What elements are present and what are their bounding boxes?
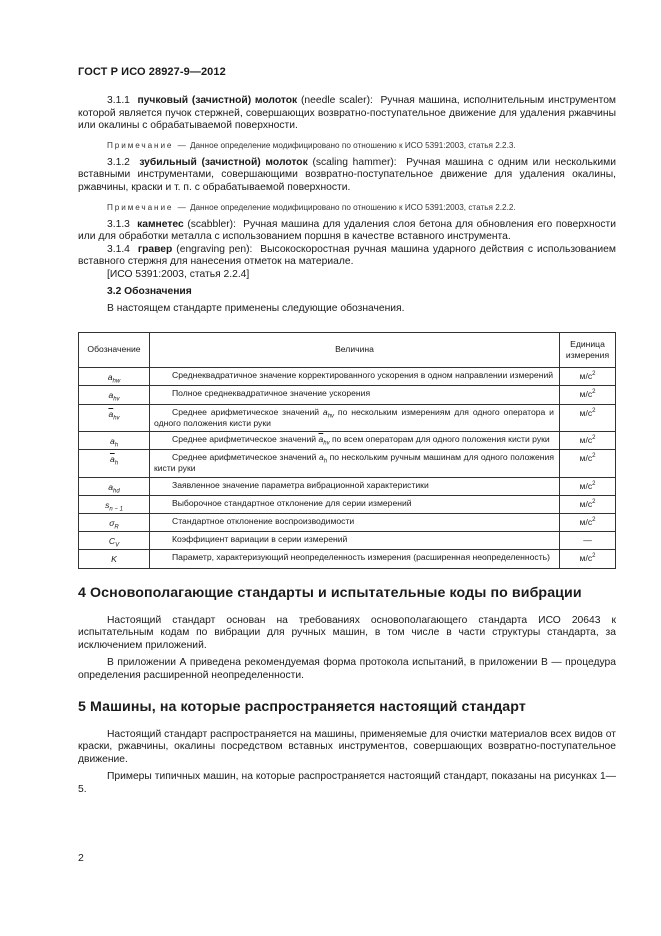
value-cell: Заявленное значение параметра вибрационной характеристики (150, 477, 560, 495)
value-cell: Стандартное отклонение воспроизводимости (150, 513, 560, 531)
symbol-cell: $a_h$ (79, 431, 150, 449)
document-body (78, 95, 616, 797)
table-row (79, 513, 616, 531)
term-3-1-4: 3.1.4 гравер (engraving pen): Высокоскоростная ручная машина ударного действия с использованием вставного стержня для нанесения отметок на материале. (78, 243, 616, 268)
value-cell: Среднее арифметическое значений $a_{hv}$ по нескольким измерениям для одного оператора и одного положения кисти руки (150, 404, 560, 431)
unit-cell: $м/с^2$ (560, 386, 616, 404)
term-reference: [ИСО 5391:2003, статья 2.2.4] (107, 268, 250, 280)
section-4-paragraph-1: Настоящий стандарт основан на требованиях основополагающего стандарта ИСО 20643 к испытательным кодам по вибрации для ручных машин, в том числе в части структуры стандарта, за исключением приложений. (78, 614, 616, 651)
table-row (79, 368, 616, 386)
value-cell: Среднее арифметическое значений $\overline{a}_{hv}$ по всем операторам для одного положения кисти руки (150, 431, 560, 449)
table-row (79, 477, 616, 495)
value-cell: Коэффициент вариации в серии измерений (150, 532, 560, 550)
value-cell: Среднеквадратичное значение корректированного ускорения в одном направлении измерений (150, 368, 560, 386)
value-cell: Среднее арифметическое значений $a_h$ по нескольким ручным машинам для одного положения кисти руки (150, 450, 560, 477)
symbol-cell: $\overline{a}_h$ (79, 450, 150, 477)
symbol-cell: $s_{n - 1}$ (79, 495, 150, 513)
symbol-cell: $a_{hw}$ (79, 368, 150, 386)
section-4-heading: 4 Основополагающие стандарты и испытательные коды по вибрации (78, 584, 582, 601)
page-number: 2 (78, 852, 84, 864)
symbol-cell: $C_V$ (79, 532, 150, 550)
unit-cell: $м/с^2$ (560, 450, 616, 477)
section-3-2-intro: В настоящем стандарте применены следующие обозначения. (107, 303, 405, 315)
symbol-cell: K (79, 550, 150, 568)
table-row (79, 431, 616, 449)
unit-cell: $м/с^2$ (560, 550, 616, 568)
term-3-1-3: 3.1.3 камнетес (scabbler): Ручная машина для удаления слоя бетона для обновления его поверхности или для обработки металла с использованием поршня в качестве вставного инструмента. (78, 218, 616, 243)
table-row (79, 495, 616, 513)
document-header: ГОСТ Р ИСО 28927-9—2012 (78, 66, 226, 78)
value-cell: Параметр, характеризующий неопределенность измерения (расширенная неопределенность) (150, 550, 560, 568)
table-row (79, 386, 616, 404)
table-row (79, 404, 616, 431)
term-3-1-1: 3.1.1 пучковый (зачистной) молоток (needle scaler): Ручная машина, исполнительным инструментом которой является пучок стержней, совершающих возвратно-поступательное движение для удаления ржавчины или окалины с обрабатываемой поверхности. (78, 95, 617, 132)
term-note: Примечание — Данное определение модифицировано по отношению к ИСО 5391:2003, статья 2.2.2. (107, 202, 516, 212)
section-5-paragraph-2: Примеры типичных машин, на которые распространяется настоящий стандарт, показаны на рисунках 1—5. (78, 771, 616, 795)
table-header-row (79, 332, 616, 367)
unit-cell: $м/с^2$ (560, 368, 616, 386)
symbol-cell: $\overline{a}_{hv}$ (79, 404, 150, 431)
unit-cell: $м/с^2$ (560, 404, 616, 431)
table-row (79, 450, 616, 477)
section-5-heading: 5 Машины, на которые распространяется настоящий стандарт (78, 698, 526, 715)
term-note: Примечание — Данное определение модифицировано по отношению к ИСО 5391:2003, статья 2.2.3. (107, 140, 516, 150)
table-row (79, 532, 616, 550)
header-symbol: Обозначение (79, 332, 150, 367)
unit-cell: $м/с^2$ (560, 513, 616, 531)
value-cell: Полное среднеквадратичное значение ускорения (150, 386, 560, 404)
symbol-cell: $a_{hd}$ (79, 477, 150, 495)
unit-cell: — (560, 532, 616, 550)
unit-cell: $м/с^2$ (560, 431, 616, 449)
header-unit: Единица измерения (560, 332, 616, 367)
symbol-cell: $a_{hv}$ (79, 386, 150, 404)
header-value: Величина (150, 332, 560, 367)
unit-cell: $м/с^2$ (560, 477, 616, 495)
value-cell: Выборочное стандартное отклонение для серии измерений (150, 495, 560, 513)
section-5-paragraph-1: Настоящий стандарт распространяется на машины, применяемые для очистки материалов всех видов от краски, ржавчины, окалины посредством вставных инструментов, совершающих возвратно-поступательное движение. (78, 728, 616, 765)
unit-cell: $м/с^2$ (560, 495, 616, 513)
table-row (79, 550, 616, 568)
section-3-2-heading: 3.2 Обозначения (107, 285, 192, 297)
section-4-paragraph-2: В приложении А приведена рекомендуемая форма протокола испытаний, в приложении В — процедура определения расширенной неопределенности. (78, 657, 616, 681)
symbol-cell: $\sigma_R$ (79, 513, 150, 531)
term-3-1-2: 3.1.2 зубильный (зачистной) молоток (scaling hammer): Ручная машина с одним или несколькими вставными инструментами, совершающими возвратно-поступательное движение для удаления окалины, ржавчины, краски и т. п. с обрабатываемой поверхности. (78, 156, 616, 193)
symbols-table (78, 332, 616, 569)
